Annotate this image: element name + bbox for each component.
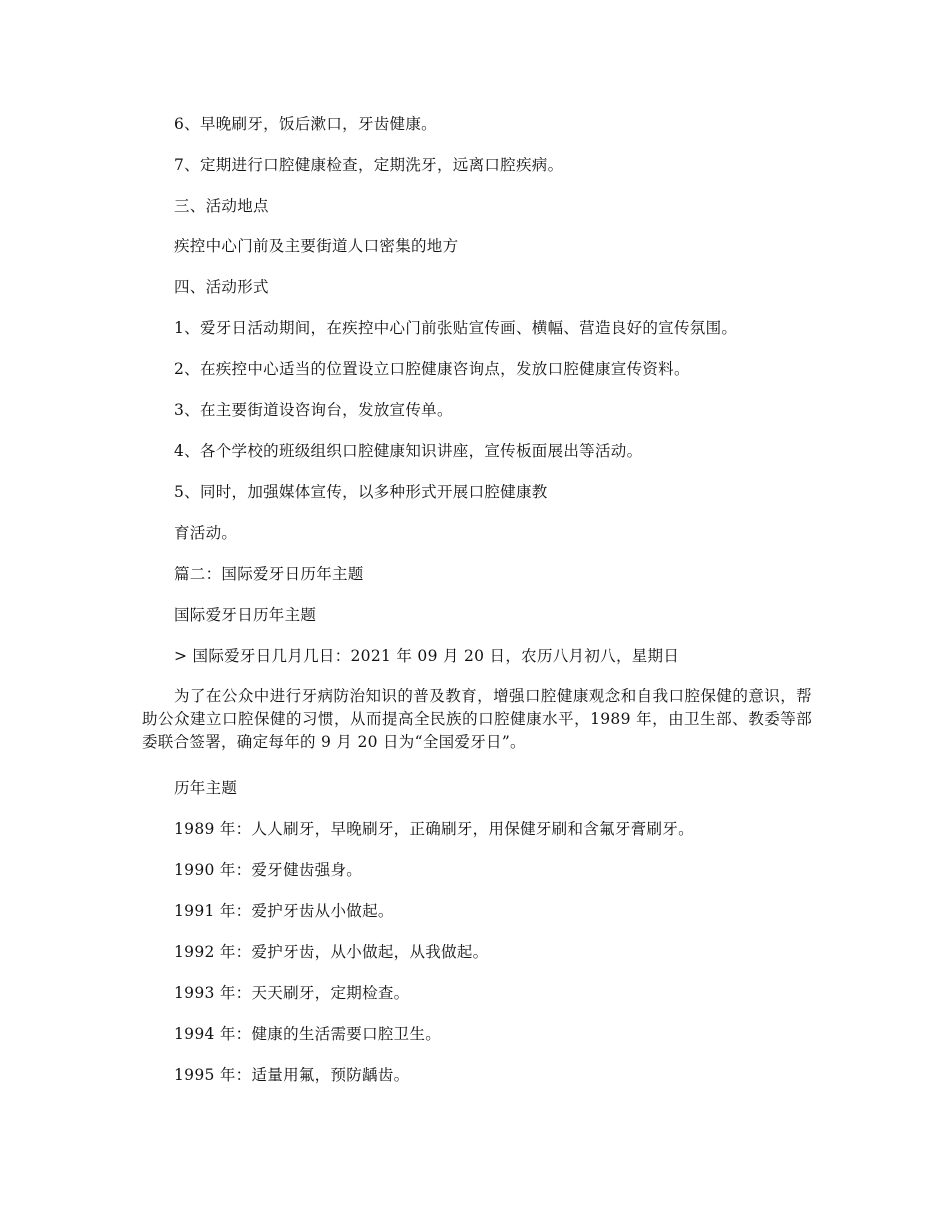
theme-1989: 1989 年：人人刷牙，早晚刷牙，正确刷牙，用保健牙刷和含氟牙膏刷牙。 [174, 820, 694, 838]
article-subtitle: 国际爱牙日历年主题 [174, 606, 317, 624]
format-item-5: 5、同时，加强媒体宣传，以多种形式开展口腔健康教 [174, 483, 548, 501]
format-item-2: 2、在疾控中心适当的位置设立口腔健康咨询点，发放口腔健康宣传资料。 [174, 360, 690, 378]
theme-1995: 1995 年：适量用氟，预防龋齿。 [174, 1066, 410, 1084]
section-heading-format: 四、活动形式 [174, 278, 269, 296]
article-title: 篇二：国际爱牙日历年主题 [174, 565, 364, 583]
list-item-7: 7、定期进行口腔健康检查，定期洗牙，远离口腔疾病。 [174, 156, 564, 174]
theme-1990: 1990 年：爱牙健齿强身。 [174, 861, 363, 879]
format-item-3: 3、在主要街道设咨询台，发放宣传单。 [174, 401, 453, 419]
theme-1993: 1993 年：天天刷牙，定期检查。 [174, 984, 410, 1002]
theme-1994: 1994 年：健康的生活需要口腔卫生。 [174, 1025, 442, 1043]
theme-1991: 1991 年：爱护牙齿从小做起。 [174, 902, 394, 920]
theme-1992: 1992 年：爱护牙齿，从小做起，从我做起。 [174, 943, 489, 961]
location-text: 疾控中心门前及主要街道人口密集的地方 [174, 237, 459, 255]
format-item-4: 4、各个学校的班级组织口腔健康知识讲座，宣传板面展出等活动。 [174, 442, 643, 460]
format-item-1: 1、爱牙日活动期间，在疾控中心门前张贴宣传画、横幅、营造良好的宣传氛围。 [174, 319, 738, 337]
themes-heading: 历年主题 [174, 779, 238, 797]
intro-paragraph: 为了在公众中进行牙病防治知识的普及教育，增强口腔健康观念和自我口腔保健的意识，帮助公众建立口腔保健的习惯，从而提高全民族的口腔健康水平，1989 年，由卫生部、教委等部委联合签署，确定每年的 9 月 20 日为“全国爱牙日”。 [142, 687, 812, 751]
format-item-5-continued: 育活动。 [174, 524, 238, 542]
list-item-6: 6、早晚刷牙，饭后漱口，牙齿健康。 [174, 115, 437, 133]
date-info: > 国际爱牙日几月几日：2021 年 09 月 20 日，农历八月初八，星期日 [174, 647, 680, 665]
section-heading-location: 三、活动地点 [174, 197, 269, 215]
